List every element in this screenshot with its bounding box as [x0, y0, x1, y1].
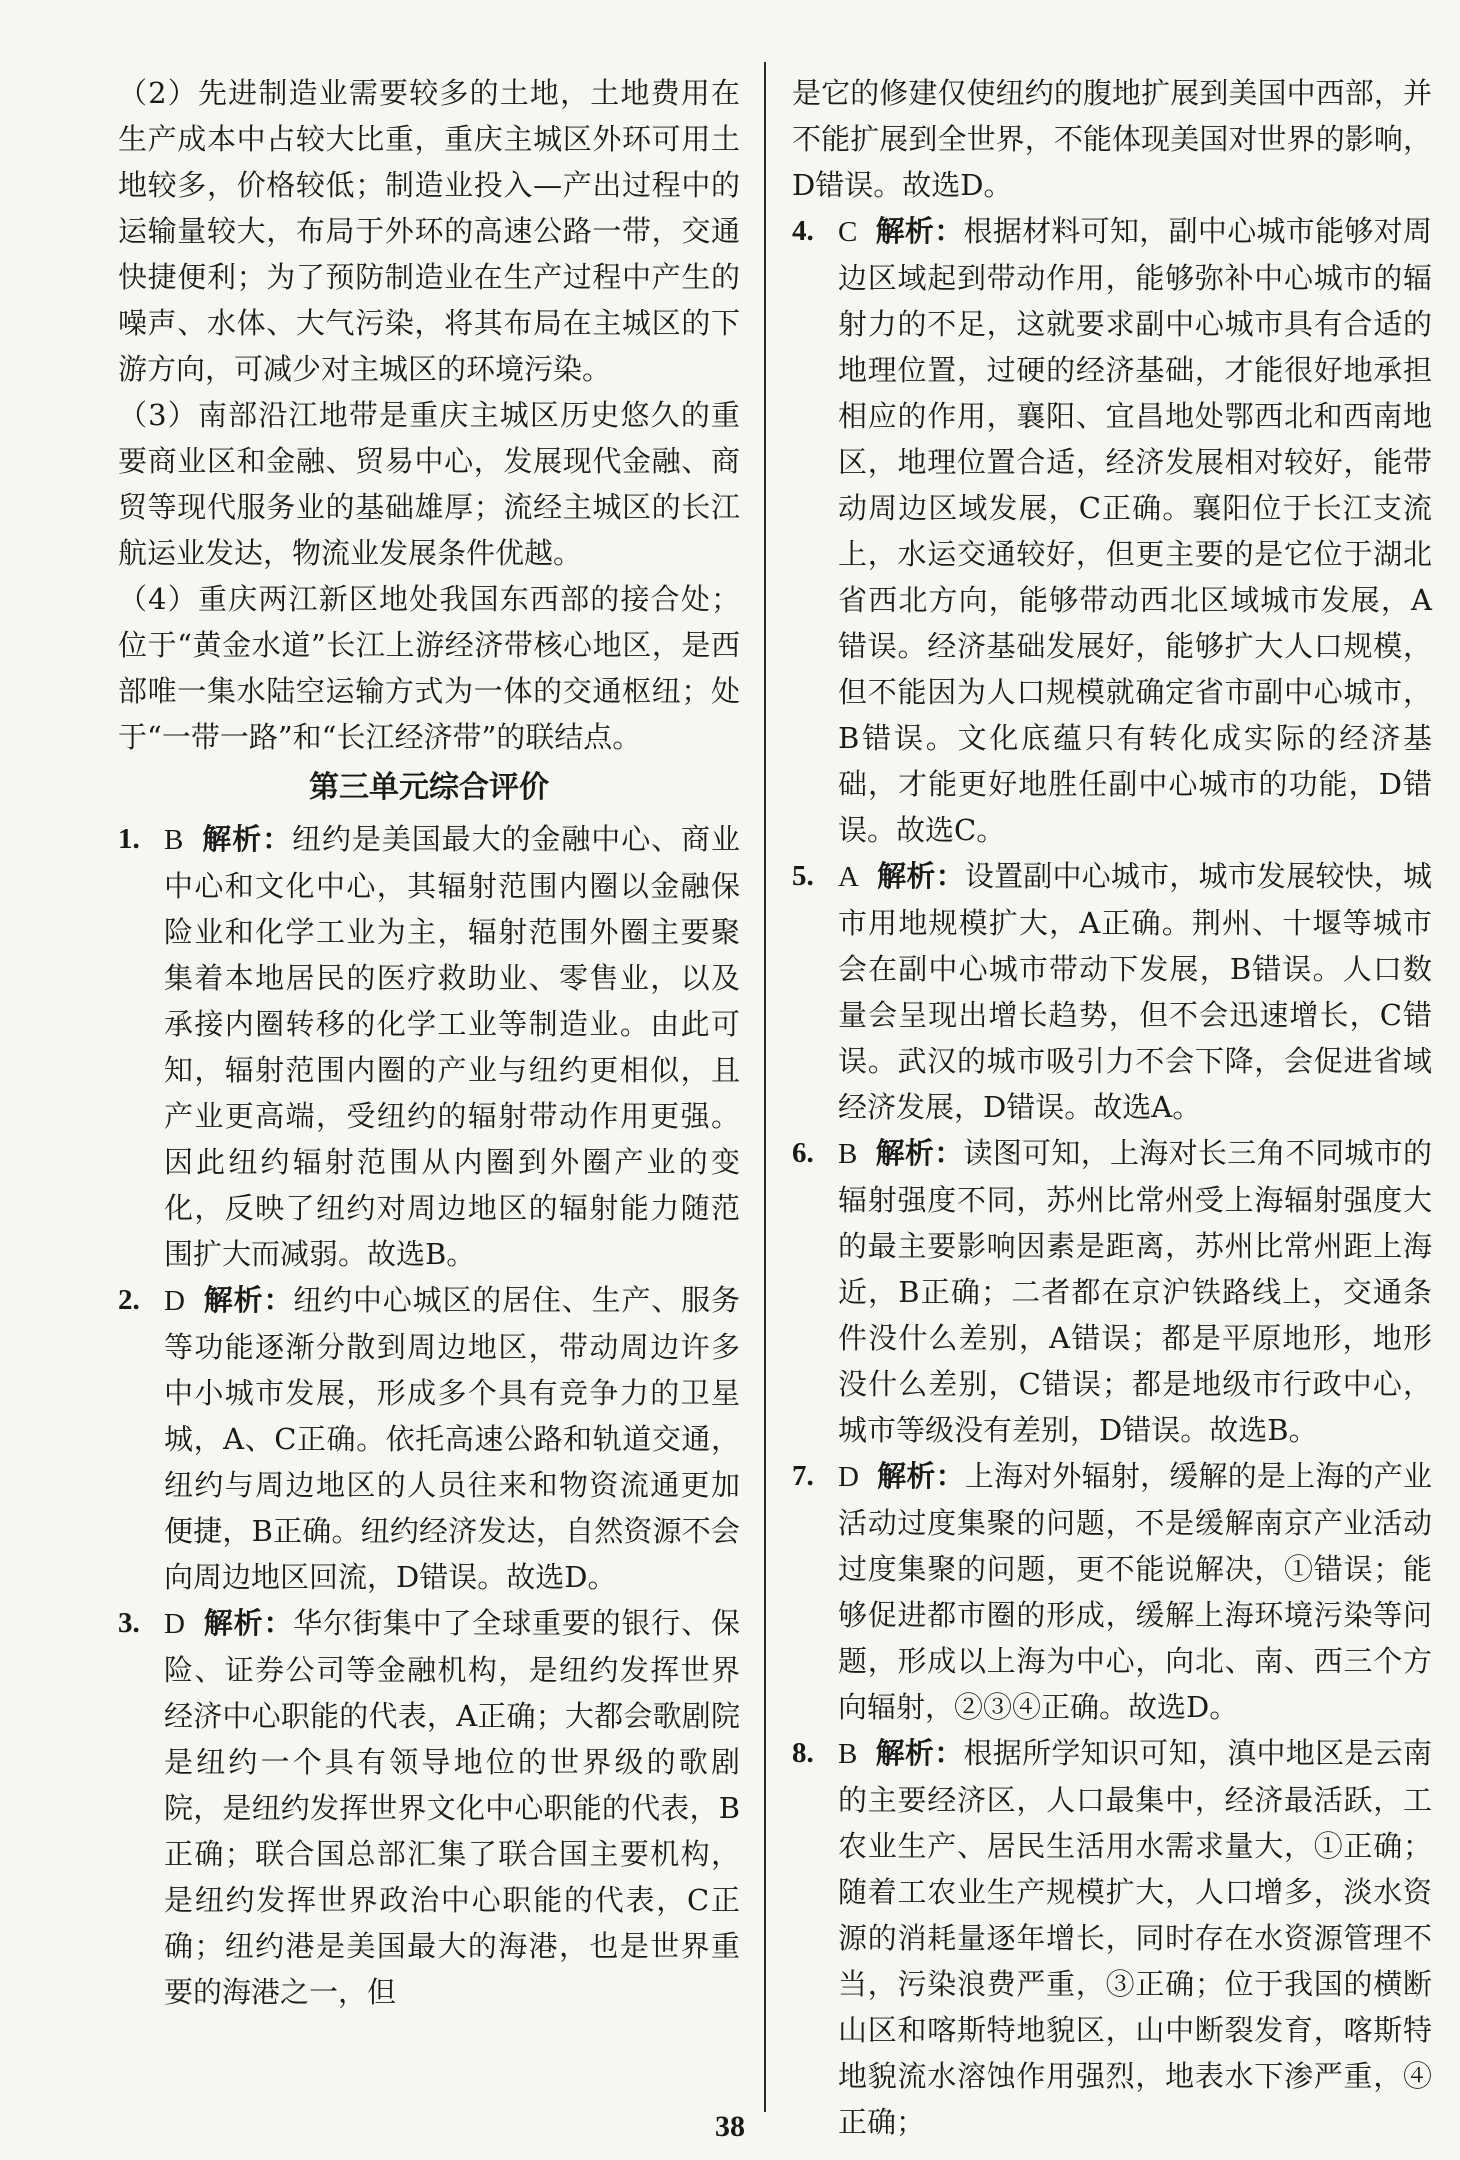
analysis-label: 解析：	[202, 1606, 294, 1640]
question-5	[792, 853, 1432, 1130]
analysis-label: 解析：	[875, 1736, 964, 1770]
analysis-text: 上海对外辐射，缓解的是上海的产业活动过度集聚的问题，不是缓解南京产业活动过度集聚的问题，更不能说解决，①错误；能够促进都市圈的形成，缓解上海环境污染等问题，形成以上海为中心，向北、南、西三个方向辐射，②③④正确。故选D。	[838, 1459, 1432, 1724]
answer-letter: D	[838, 1461, 859, 1493]
answer-paragraph-2: （2）先进制造业需要较多的土地，土地费用在生产成本中占较大比重，重庆主城区外环可用土地较多，价格较低；制造业投入—产出过程中的运输量较大，布局于外环的高速公路一带，交通快捷便利；为了预防制造业在生产过程中产生的噪声、水体、大气污染，将其布局在主城区的下游方向，可减少对主城区的环境污染。	[118, 76, 740, 386]
answer-letter: B	[838, 1738, 858, 1770]
answer-letter: A	[838, 861, 859, 893]
question-number: 4.	[792, 215, 814, 247]
section-title: 第三单元综合评价	[309, 770, 549, 805]
question-number: 2.	[118, 1284, 140, 1316]
question-2	[118, 1277, 740, 1600]
left-column	[118, 70, 740, 2015]
question-1	[118, 816, 740, 1277]
question-number: 7.	[792, 1460, 814, 1492]
question-7	[792, 1453, 1432, 1730]
question-6	[792, 1130, 1432, 1453]
column-divider	[764, 62, 766, 2112]
question-3-continuation: 是它的修建仅使纽约的腹地扩展到美国中西部，并不能扩展到全世界，不能体现美国对世界的影响，D错误。故选D。	[792, 76, 1432, 202]
analysis-text: 根据所学知识可知，滇中地区是云南的主要经济区，人口最集中，经济最活跃，工农业生产、居民生活用水需求量大，①正确；随着工农业生产规模扩大，人口增多，淡水资源的消耗量逐年增长，同时存在水资源管理不当，污染浪费严重，③正确；位于我国的横断山区和喀斯特地貌区，山中断裂发育，喀斯特地貌流水溶蚀作用强烈，地表水下渗严重，④正确；	[838, 1736, 1432, 2139]
analysis-text: 根据材料可知，副中心城市能够对周边区域起到带动作用，能够弥补中心城市的辐射力的不足，这就要求副中心城市具有合适的地理位置，过硬的经济基础，才能很好地承担相应的作用，襄阳、宜昌地处鄂西北和西南地区，地理位置合适，经济发展相对较好，能带动周边区域发展，C正确。襄阳位于长江支流上，水运交通较好，但更主要的是它位于湖北省西北方向，能够带动西北区域城市发展，A错误。经济基础发展好，能够扩大人口规模，但不能因为人口规模就确定省市副中心城市，B错误。文化底蕴只有转化成实际的经济基础，才能更好地胜任副中心城市的功能，D错误。故选C。	[838, 214, 1432, 847]
question-number: 3.	[118, 1607, 140, 1639]
analysis-label: 解析：	[202, 1283, 294, 1317]
analysis-text: 纽约中心城区的居住、生产、服务等功能逐渐分散到周边地区，带动周边许多中小城市发展，形成多个具有竞争力的卫星城，A、C正确。依托高速公路和轨道交通，纽约与周边地区的人员往来和物资流通更加便捷，B正确。纽约经济发达，自然资源不会向周边地区回流，D错误。故选D。	[164, 1283, 740, 1594]
question-number: 8.	[792, 1737, 814, 1769]
question-8	[792, 1730, 1432, 2145]
analysis-label: 解析：	[875, 1136, 964, 1170]
answer-letter: D	[164, 1608, 185, 1640]
question-4	[792, 208, 1432, 853]
question-number: 5.	[792, 860, 814, 892]
analysis-text: 设置副中心城市，城市发展较快，城市用地规模扩大，A正确。荆州、十堰等城市会在副中心城市带动下发展，B错误。人口数量会呈现出增长趋势，但不会迅速增长，C错误。武汉的城市吸引力不会下降，会促进省域经济发展，D错误。故选A。	[838, 859, 1432, 1124]
analysis-label: 解析：	[876, 1459, 965, 1493]
analysis-label: 解析：	[201, 822, 293, 856]
answer-letter: B	[838, 1138, 858, 1170]
analysis-label: 解析：	[876, 859, 965, 893]
answer-paragraph-3: （3）南部沿江地带是重庆主城区历史悠久的重要商业区和金融、贸易中心，发展现代金融、商贸等现代服务业的基础雄厚；流经主城区的长江航运业发达，物流业发展条件优越。	[118, 398, 740, 570]
analysis-text: 读图可知，上海对长三角不同城市的辐射强度不同，苏州比常州受上海辐射强度大的最主要影响因素是距离，苏州比常州距上海近，B正确；二者都在京沪铁路线上，交通条件没什么差别，A错误；都是平原地形，地形没什么差别，C错误；都是地级市行政中心，城市等级没有差别，D错误。故选B。	[838, 1136, 1432, 1447]
question-3	[118, 1600, 740, 2015]
question-number: 6.	[792, 1137, 814, 1169]
answer-paragraph-4: （4）重庆两江新区地处我国东西部的接合处；位于“黄金水道”长江上游经济带核心地区，是西部唯一集水陆空运输方式为一体的交通枢纽；处于“一带一路”和“长江经济带”的联结点。	[118, 582, 740, 754]
answer-letter: B	[164, 824, 184, 856]
page-number: 38	[715, 2110, 745, 2143]
question-number: 1.	[118, 823, 140, 855]
analysis-text: 华尔街集中了全球重要的银行、保险、证券公司等金融机构，是纽约发挥世界经济中心职能的代表，A正确；大都会歌剧院是纽约一个具有领导地位的世界级的歌剧院，是纽约发挥世界文化中心职能的代表，B正确；联合国总部汇集了联合国主要机构，是纽约发挥世界政治中心职能的代表，C正确；纽约港是美国最大的海港，也是世界重要的海港之一，但	[164, 1606, 740, 2009]
answer-letter: D	[164, 1285, 185, 1317]
answer-letter: C	[838, 216, 858, 248]
analysis-label: 解析：	[875, 214, 964, 248]
analysis-text: 纽约是美国最大的金融中心、商业中心和文化中心，其辐射范围内圈以金融保险业和化学工业为主，辐射范围外圈主要聚集着本地居民的医疗救助业、零售业，以及承接内圈转移的化学工业等制造业。由此可知，辐射范围内圈的产业与纽约更相似，且产业更高端，受纽约的辐射带动作用更强。因此纽约辐射范围从内圈到外圈产业的变化，反映了纽约对周边地区的辐射能力随范围扩大而减弱。故选B。	[164, 822, 740, 1271]
right-column	[792, 70, 1432, 2145]
